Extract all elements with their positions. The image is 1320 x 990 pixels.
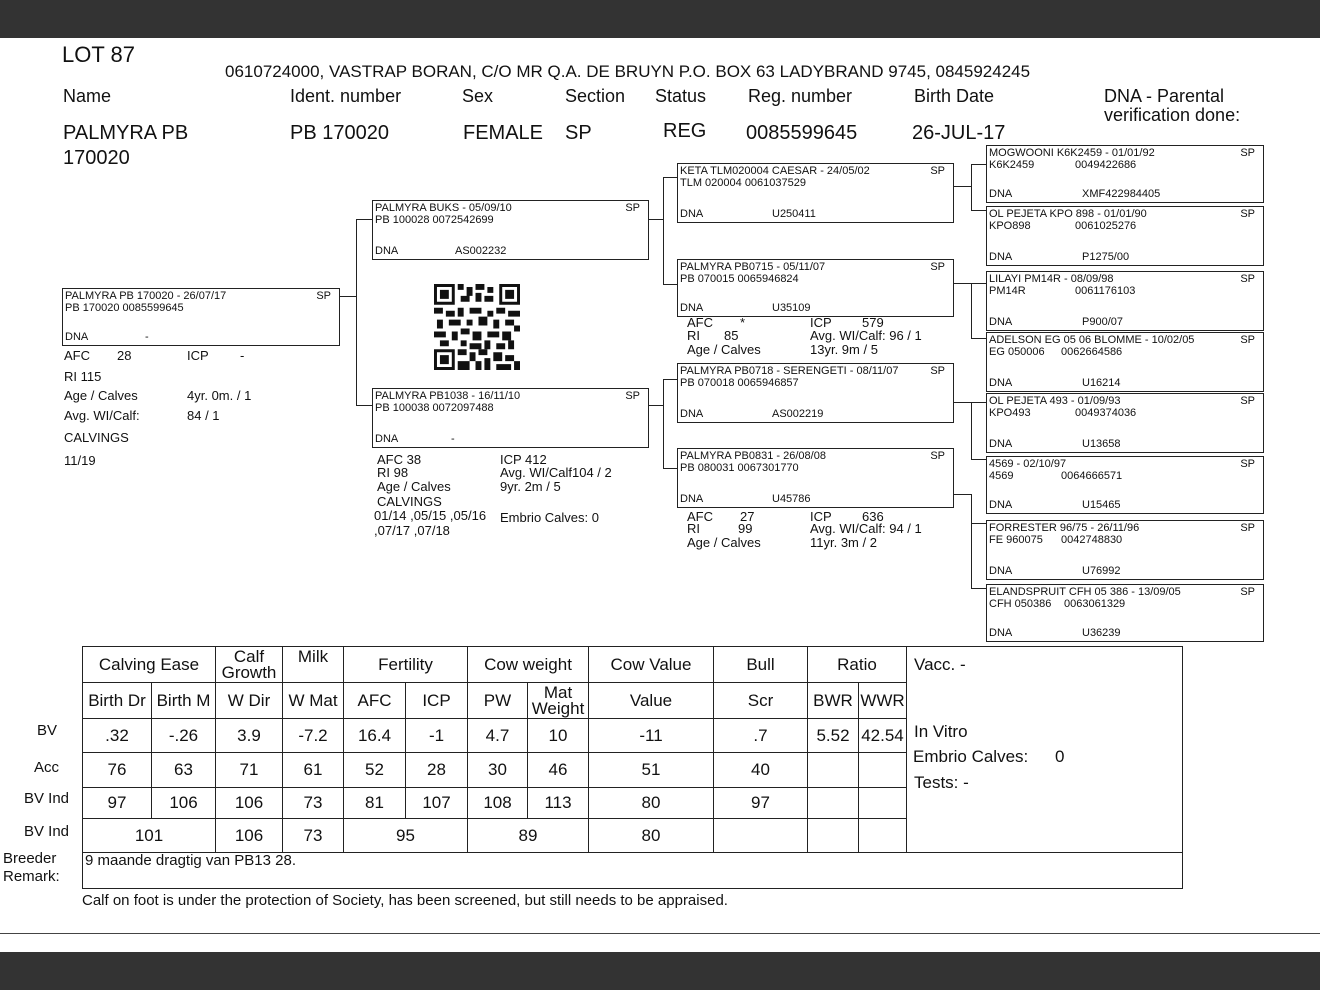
col-scr: Scr (714, 683, 808, 719)
header-reg: Reg. number (748, 86, 853, 106)
ind2-cell (859, 819, 907, 853)
great-grandparent-box (986, 584, 1264, 642)
grandparent-box (677, 163, 954, 223)
dam-box (372, 388, 649, 448)
ggp-dna-label: DNA (989, 251, 1013, 263)
remark-label-1: Breeder (3, 850, 57, 867)
gp4-icp-label: ICP (810, 509, 832, 524)
header-name: Name (63, 86, 112, 106)
ggp-id: 4569 (989, 470, 1014, 482)
ind2-cell (808, 819, 859, 853)
gp4-icp-value: 636 (862, 509, 884, 524)
group-calving-ease: Calving Ease (83, 647, 216, 683)
ind-cell: 73 (283, 788, 344, 819)
dam-age-label: Age / Calves (377, 479, 451, 494)
ggp-dna-value: U76992 (1082, 565, 1121, 577)
table-row-acc (83, 753, 907, 788)
ggp-id: PM14R (989, 285, 1026, 297)
ggp-sp: SP (1240, 522, 1255, 534)
gp-id: PB 080031 0067301770 (680, 462, 799, 474)
sire-dna-label: DNA (375, 245, 399, 257)
row-label-acc: Acc (34, 759, 60, 776)
ggp-reg: 0062664586 (1061, 346, 1123, 358)
breeder-line: 0610724000, VASTRAP BORAN, C/O MR Q.A. DE BRUYN P.O. BOX 63 LADYBRAND 9745, 0845924245 (225, 62, 1031, 81)
great-grandparent-box (986, 332, 1264, 392)
dam-icp: ICP 412 (500, 452, 547, 467)
animal-name-2: 170020 (63, 147, 130, 169)
ggp-sp: SP (1240, 458, 1255, 470)
gp2-age-label: Age / Calves (687, 342, 761, 357)
gp-title: PALMYRA PB0715 - 05/11/07 (680, 261, 826, 273)
gp-dna-label: DNA (680, 408, 704, 420)
col-value: Value (589, 683, 714, 719)
group-milk: Milk (283, 647, 344, 683)
great-grandparent-box (986, 456, 1264, 514)
ggp-dna-label: DNA (989, 438, 1013, 450)
acc-cell: 28 (406, 753, 468, 788)
self-wi-label: Avg. WI/Calf: (64, 408, 140, 423)
dam-age-value: 9yr. 2m / 5 (500, 479, 561, 494)
ggp-dna-value: XMF422984405 (1082, 188, 1161, 200)
acc-cell: 52 (344, 753, 406, 788)
header-dna-1: DNA - Parental (1104, 86, 1225, 106)
sire-box (372, 200, 649, 260)
dam-calvings-label: CALVINGS (377, 494, 442, 509)
ind2-cell: 89 (468, 819, 589, 853)
gp-title: PALMYRA PB0831 - 26/08/08 (680, 450, 826, 462)
ind-cell: 81 (344, 788, 406, 819)
footer-note: Calf on foot is under the protection of Society, has been screened, but still needs to be appraised. (82, 892, 728, 909)
bv-cell: .32 (83, 719, 152, 753)
great-grandparent-box (986, 393, 1264, 453)
sire-title: PALMYRA BUKS - 05/09/10 (375, 202, 512, 214)
qr-code-icon (432, 284, 522, 370)
ind2-cell: 73 (283, 819, 344, 853)
group-calf-growth: Calf Growth (216, 647, 283, 683)
ggp-id: K6K2459 (989, 159, 1035, 171)
header-sex: Sex (462, 86, 494, 106)
dam-sp: SP (625, 390, 640, 402)
ggp-sp: SP (1240, 586, 1255, 598)
gp-dna-value: U250411 (772, 208, 816, 220)
col-w-mat: W Mat (283, 683, 344, 719)
ggp-sp: SP (1240, 395, 1255, 407)
tests-text: Tests: - (914, 773, 969, 792)
bv-cell: -7.2 (283, 719, 344, 753)
sire-id: PB 100028 0072542699 (375, 214, 494, 226)
bv-cell: 10 (528, 719, 589, 753)
ind2-cell: 101 (83, 819, 216, 853)
sire-sp: SP (625, 202, 640, 214)
self-age-value: 4yr. 0m. / 1 (187, 388, 252, 403)
ggp-reg: 0042748830 (1061, 534, 1123, 546)
ggp-dna-label: DNA (989, 499, 1013, 511)
col-birth-dr: Birth Dr (83, 683, 152, 719)
ggp-id: EG 050006 (989, 346, 1045, 358)
table-row-bv (83, 719, 907, 753)
ind-cell: 80 (589, 788, 714, 819)
dam-ri: RI 98 (377, 465, 409, 480)
gp2-icp-label: ICP (810, 315, 832, 330)
remark-text: 9 maande dragtig van PB13 28. (85, 852, 296, 869)
divider (0, 933, 1320, 934)
great-grandparent-box (986, 206, 1264, 266)
ggp-dna-label: DNA (989, 188, 1013, 200)
ind-cell: 106 (216, 788, 283, 819)
ggp-dna-value: U13658 (1082, 438, 1121, 450)
ind-cell: 113 (528, 788, 589, 819)
acc-cell: 76 (83, 753, 152, 788)
sire-dna-value: AS002232 (455, 245, 507, 257)
ind-cell: 108 (468, 788, 528, 819)
lot-number: LOT 87 (62, 42, 135, 67)
header-section: Section (565, 86, 626, 106)
self-sp: SP (316, 290, 331, 302)
bv-cell: 3.9 (216, 719, 283, 753)
gp4-wi: Avg. WI/Calf: 94 / 1 (810, 521, 922, 536)
gp2-icp-value: 579 (862, 315, 884, 330)
gp4-age-value: 11yr. 3m / 2 (810, 535, 877, 550)
ggp-reg: 0049422686 (1075, 159, 1137, 171)
bv-cell: -1 (406, 719, 468, 753)
gp4-ri-label: RI (687, 521, 700, 536)
ggp-dna-value: P1275/00 (1082, 251, 1130, 263)
ggp-dna-value: U16214 (1082, 377, 1121, 389)
ggp-sp: SP (1240, 208, 1255, 220)
great-grandparent-box (986, 145, 1264, 203)
gp-dna-value: U35109 (772, 302, 811, 314)
col-icp: ICP (406, 683, 468, 719)
ggp-title: FORRESTER 96/75 - 26/11/96 (989, 522, 1140, 534)
ggp-reg: 0061025276 (1075, 220, 1137, 232)
acc-cell: 30 (468, 753, 528, 788)
ggp-id: CFH 050386 (989, 598, 1052, 610)
self-age-label: Age / Calves (64, 388, 138, 403)
self-dna-label: DNA (65, 331, 89, 343)
gp4-afc-label: AFC (687, 509, 713, 524)
grandparent-box (677, 259, 954, 317)
table-row-bv-ind (83, 788, 907, 819)
header-ident: Ident. number (290, 86, 402, 106)
bv-cell: 5.52 (808, 719, 859, 753)
header-dna-2: verification done: (1104, 105, 1241, 125)
gp-id: PB 070015 0065946824 (680, 273, 799, 285)
self-icp-value: - (240, 348, 245, 363)
ggp-title: MOGWOONI K6K2459 - 01/01/92 (989, 147, 1155, 159)
gp4-age-label: Age / Calves (687, 535, 761, 550)
ggp-title: LILAYI PM14R - 08/09/98 (989, 273, 1114, 285)
animal-name: PALMYRA PB (63, 122, 189, 144)
gp2-afc-label: AFC (687, 315, 713, 330)
ggp-title: ELANDSPRUIT CFH 05 386 - 13/09/05 (989, 586, 1181, 598)
top-bar (0, 0, 1320, 38)
dam-afc: AFC 38 (377, 452, 422, 467)
ggp-dna-label: DNA (989, 316, 1013, 328)
self-dna-value: - (145, 331, 149, 343)
group-cow-value: Cow Value (589, 647, 714, 683)
ggp-dna-value: U36239 (1082, 627, 1121, 639)
ggp-id: KPO898 (989, 220, 1031, 232)
ggp-sp: SP (1240, 273, 1255, 285)
embrio-value: 0 (1055, 747, 1065, 766)
bottom-bar (0, 952, 1320, 990)
acc-cell: 71 (216, 753, 283, 788)
gp-sp: SP (930, 165, 945, 177)
group-cow-weight: Cow weight (468, 647, 589, 683)
acc-cell: 63 (152, 753, 216, 788)
group-ratio: Ratio (808, 647, 907, 683)
ggp-id: KPO493 (989, 407, 1031, 419)
gp-sp: SP (930, 450, 945, 462)
ind2-cell (714, 819, 808, 853)
ind-cell (859, 788, 907, 819)
great-grandparent-box (986, 520, 1264, 580)
acc-cell: 51 (589, 753, 714, 788)
col-birth-m: Birth M (152, 683, 216, 719)
acc-cell: 40 (714, 753, 808, 788)
acc-cell (808, 753, 859, 788)
dam-wi: Avg. WI/Calf104 / 2 (500, 465, 612, 480)
ggp-dna-label: DNA (989, 377, 1013, 389)
gp4-afc-value: 27 (740, 509, 755, 524)
ggp-sp: SP (1240, 147, 1255, 159)
col-bwr: BWR (808, 683, 859, 719)
ggp-id: FE 960075 (989, 534, 1043, 546)
acc-cell: 46 (528, 753, 589, 788)
animal-ident: PB 170020 (290, 122, 389, 144)
gp-title: PALMYRA PB0718 - SERENGETI - 08/11/07 (680, 365, 899, 377)
bv-cell: 16.4 (344, 719, 406, 753)
ggp-dna-value: P900/07 (1082, 316, 1123, 328)
row-label-bv: BV (37, 722, 58, 739)
animal-section: SP (565, 122, 592, 144)
self-title: PALMYRA PB 170020 - 26/07/17 (65, 290, 227, 302)
animal-sex: FEMALE (463, 122, 544, 144)
bv-cell: .7 (714, 719, 808, 753)
group-bull: Bull (714, 647, 808, 683)
row-label-bv-ind-2: BV Ind (24, 823, 70, 840)
self-afc-value: 28 (117, 348, 132, 363)
self-box (62, 288, 340, 346)
ind-cell (808, 788, 859, 819)
col-mat-weight: Mat Weight (528, 683, 589, 719)
ggp-dna-label: DNA (989, 565, 1013, 577)
grandparent-box (677, 448, 954, 508)
dam-title: PALMYRA PB1038 - 16/11/10 (375, 390, 521, 402)
table-row-bv-ind-grouped (83, 819, 907, 853)
header-status: Status (655, 86, 707, 106)
gp4-ri-value: 99 (738, 521, 753, 536)
bv-cell: -.26 (152, 719, 216, 753)
ggp-sp: SP (1240, 334, 1255, 346)
col-pw: PW (468, 683, 528, 719)
gp-title: KETA TLM020004 CAESAR - 24/05/02 (680, 165, 870, 177)
self-calvings-label: CALVINGS (64, 430, 129, 445)
ggp-title: 4569 - 02/10/97 (989, 458, 1067, 470)
col-w-dir: W Dir (216, 683, 283, 719)
breeding-values-table (82, 646, 907, 853)
gp2-ri-value: 85 (724, 328, 739, 343)
gp-sp: SP (930, 365, 945, 377)
ggp-reg: 0061176103 (1075, 285, 1136, 297)
acc-cell (859, 753, 907, 788)
vacc-text: Vacc. - (914, 655, 966, 674)
ind2-cell: 95 (344, 819, 468, 853)
gp-dna-label: DNA (680, 493, 704, 505)
dam-dna-label: DNA (375, 433, 399, 445)
gp-id: TLM 020004 0061037529 (680, 177, 806, 189)
ggp-reg: 0063061329 (1064, 598, 1126, 610)
ind2-cell: 106 (216, 819, 283, 853)
ggp-dna-label: DNA (989, 627, 1013, 639)
animal-reg: 0085599645 (746, 122, 858, 144)
dam-id: PB 100038 0072097488 (375, 402, 494, 414)
dam-embrio: Embrio Calves: 0 (500, 510, 599, 525)
gp-sp: SP (930, 261, 945, 273)
dam-calvings-1: 01/14 ,05/15 ,05/16 (374, 508, 487, 523)
ind-cell: 107 (406, 788, 468, 819)
gp2-wi: Avg. WI/Calf: 96 / 1 (810, 328, 922, 343)
ind-cell: 97 (83, 788, 152, 819)
gp-dna-value: AS002219 (772, 408, 824, 420)
remark-label-2: Remark: (3, 868, 60, 885)
self-afc-label: AFC (64, 348, 90, 363)
ggp-reg: 0049374036 (1075, 407, 1137, 419)
col-afc: AFC (344, 683, 406, 719)
gp2-afc-value: * (740, 315, 746, 330)
embrio-label: Embrio Calves: (913, 747, 1029, 766)
bv-cell: 4.7 (468, 719, 528, 753)
self-icp-label: ICP (187, 348, 209, 363)
self-wi-value: 84 / 1 (187, 408, 220, 423)
great-grandparent-box (986, 271, 1264, 331)
acc-cell: 61 (283, 753, 344, 788)
dam-calvings-2: ,07/17 ,07/18 (374, 523, 450, 538)
ind2-cell: 80 (589, 819, 714, 853)
ggp-title: ADELSON EG 05 06 BLOMME - 10/02/05 (989, 334, 1195, 346)
bv-cell: 42.54 (859, 719, 907, 753)
group-fertility: Fertility (344, 647, 468, 683)
bv-cell: -11 (589, 719, 714, 753)
ggp-title: OL PEJETA KPO 898 - 01/01/90 (989, 208, 1147, 220)
header-birth: Birth Date (914, 86, 995, 106)
grandparent-box (677, 363, 954, 423)
ggp-title: OL PEJETA 493 - 01/09/93 (989, 395, 1121, 407)
gp-dna-label: DNA (680, 208, 704, 220)
self-id: PB 170020 0085599645 (65, 302, 184, 314)
ind-cell: 97 (714, 788, 808, 819)
dam-dna-value: - (451, 433, 455, 445)
gp-dna-value: U45786 (772, 493, 811, 505)
in-vitro-text: In Vitro (914, 722, 968, 741)
animal-birth: 26-JUL-17 (912, 122, 1006, 144)
gp2-ri-label: RI (687, 328, 700, 343)
col-wwr: WWR (859, 683, 907, 719)
ind-cell: 106 (152, 788, 216, 819)
animal-status: REG (663, 120, 707, 142)
gp-dna-label: DNA (680, 302, 704, 314)
ggp-reg: 0064666571 (1061, 470, 1123, 482)
row-label-bv-ind: BV Ind (24, 790, 70, 807)
self-ri: RI 115 (64, 369, 102, 384)
ggp-dna-value: U15465 (1082, 499, 1121, 511)
self-calvings-value: 11/19 (64, 453, 96, 468)
gp-id: PB 070018 0065946857 (680, 377, 799, 389)
gp2-age-value: 13yr. 9m / 5 (810, 342, 878, 357)
